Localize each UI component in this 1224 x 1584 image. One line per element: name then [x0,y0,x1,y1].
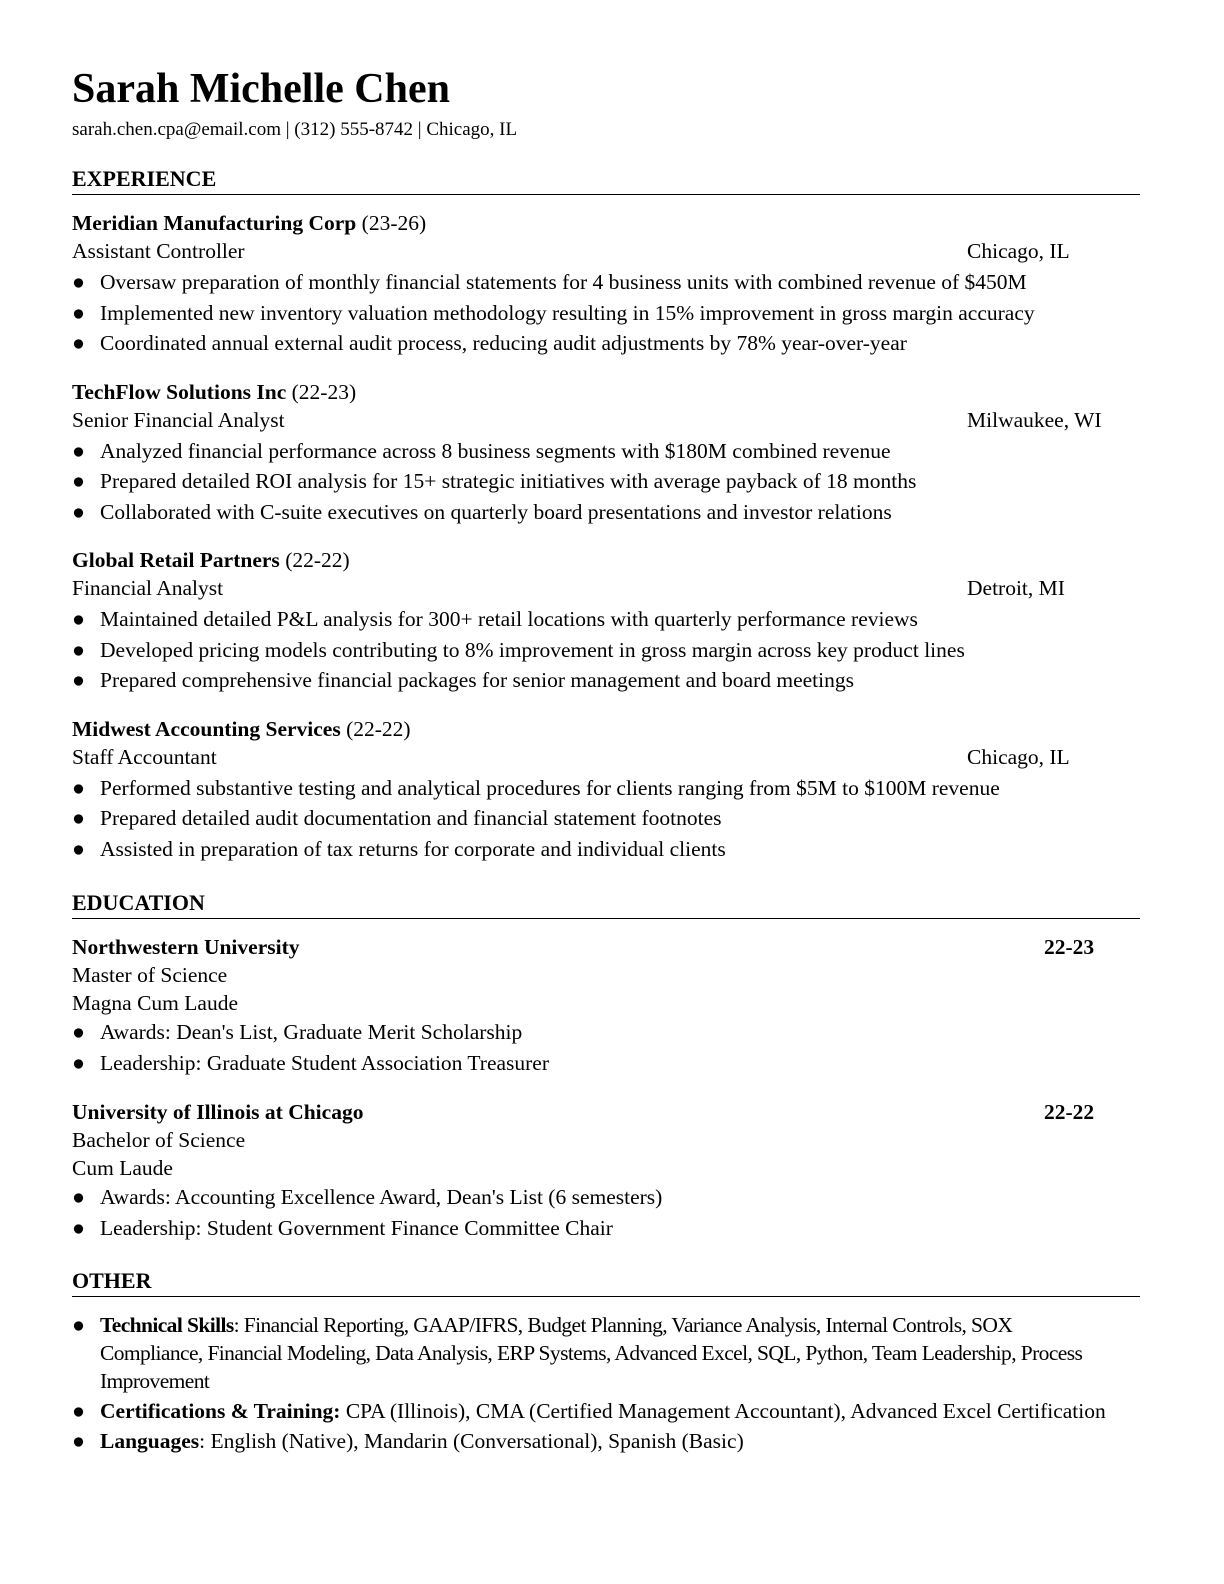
bullet-icon: ● [72,668,85,692]
bullet-item: ● Collaborated with C-suite executives on quarterly board presentations and investor relations [72,497,1140,528]
education-list [72,933,1140,1243]
bullet-item: ● Awards: Dean's List, Graduate Merit Scholarship [72,1017,1140,1048]
job-dates: (22-23) [291,379,357,404]
honors: Magna Cum Laude [72,991,238,1015]
school-header [72,1098,1140,1126]
bullet-item: ● Analyzed financial performance across 8 business segments with $180M combined revenue [72,436,1140,467]
bullet-icon: ● [72,1050,85,1075]
bullet-item: ● Awards: Accounting Excellence Award, Dean's List (6 semesters) [72,1182,1140,1213]
bullet-item: ● Developed pricing models contributing to 8% improvement in gross margin across key product lines [72,635,1140,666]
job-entry [72,378,1140,528]
bullet-icon: ● [72,1399,85,1423]
company-name: Midwest Accounting Services [72,716,341,741]
bullet-item: ● Leadership: Graduate Student Association Treasurer [72,1048,1140,1079]
school-name: Northwestern University [72,935,300,959]
company-name: Global Retail Partners [72,548,280,572]
school-entry [72,1098,1140,1243]
bullet-icon: ● [72,1020,85,1044]
job-title-row [72,574,1140,602]
other-item-languages: ● Languages: English (Native), Mandarin (Conversational), Spanish (Basic) [72,1429,744,1453]
company-name: Meridian Manufacturing Corp [72,211,357,235]
other-label: Technical Skills [100,1313,234,1337]
honors: Cum Laude [72,1156,173,1180]
school-dates: 22-23 [1044,935,1095,959]
bullet-icon: ● [72,499,85,524]
bullet-item: ● Leadership: Student Government Finance Committee Chair [72,1213,1140,1244]
job-header [72,546,1140,574]
bullet-icon: ● [72,806,85,830]
other-label: Certifications & Training: [100,1399,341,1423]
school-entry [72,933,1140,1078]
job-bullets [72,267,1140,359]
job-title: Senior Financial Analyst [72,407,285,432]
job-dates: (23-26) [361,211,427,235]
job-title-row [72,406,1140,434]
bullet-item: ● Performed substantive testing and analytical procedures for clients ranging from $5M to $100M revenue [72,773,1140,804]
other-heading: OTHER [72,1267,1140,1297]
bullet-icon: ● [72,331,85,355]
bullet-icon: ● [72,775,85,800]
bullet-item: ● Maintained detailed P&L analysis for 300+ retail locations with quarterly performance reviews [72,604,1140,635]
job-title-row [72,743,1140,771]
job-location: Chicago, IL [967,744,1070,769]
bullet-icon: ● [72,607,85,631]
job-entry [72,546,1140,696]
experience-list [72,209,1140,864]
degree: Bachelor of Science [72,1128,246,1152]
candidate-name: Sarah Michelle Chen [72,66,450,112]
bullet-icon: ● [72,469,85,493]
bullet-item: ● Assisted in preparation of tax returns for corporate and individual clients [72,834,1140,865]
bullet-icon: ● [72,1185,85,1209]
bullet-item: ● Coordinated annual external audit process, reducing audit adjustments by 78% year-over-year [72,328,1140,359]
experience-heading: EXPERIENCE [72,165,1140,195]
bullet-icon: ● [72,270,85,294]
job-header [72,378,1140,406]
degree: Master of Science [72,963,228,987]
other-text: Financial Reporting, GAAP/IFRS, Budget Planning, Variance Analysis, Internal Controls, SOX Compliance, Financial Modeling, Data Analysis, ERP Systems, Advanced Excel, SQL, Python, Team Leadership, Process Improvement [100,1313,1083,1393]
job-entry [72,715,1140,865]
job-title-row [72,237,1140,265]
bullet-icon: ● [72,300,85,325]
job-dates: (22-22) [285,548,350,572]
education-heading: EDUCATION [72,889,1140,919]
school-bullets [72,1182,1140,1243]
bullet-item: ● Implemented new inventory valuation methodology resulting in 15% improvement in gross margin accuracy [72,298,1140,329]
job-bullets [72,436,1140,528]
bullet-icon: ● [72,1215,85,1240]
job-title: Staff Accountant [72,744,217,769]
job-bullets [72,604,1140,696]
bullet-icon: ● [72,1429,85,1453]
other-label: Languages [100,1429,200,1453]
company-name: TechFlow Solutions Inc [72,379,287,404]
bullet-icon: ● [72,438,85,463]
job-bullets [72,773,1140,865]
other-text: English (Native), Mandarin (Conversational), Spanish (Basic) [210,1429,744,1453]
job-header [72,715,1140,743]
job-title: Financial Analyst [72,576,224,600]
other-list [72,1311,1140,1455]
job-location: Chicago, IL [967,239,1070,263]
job-header [72,209,1140,237]
bullet-icon: ● [72,1313,85,1337]
job-location: Milwaukee, WI [967,407,1102,432]
school-bullets [72,1017,1140,1078]
job-title: Assistant Controller [72,239,245,263]
job-dates: (22-22) [346,716,411,741]
job-entry [72,209,1140,359]
bullet-icon: ● [72,637,85,662]
other-item-certifications [72,1397,1110,1425]
contact-line: sarah.chen.cpa@email.com | (312) 555-8742 | Chicago, IL [72,119,518,140]
bullet-icon: ● [72,836,85,861]
school-dates: 22-22 [1044,1100,1095,1124]
school-name: University of Illinois at Chicago [72,1100,364,1124]
job-location: Detroit, MI [967,576,1065,600]
other-text: CPA (Illinois), CMA (Certified Management Accountant), Advanced Excel Certification [345,1399,1106,1423]
other-item-technical-skills: ● Technical Skills: Financial Reporting, GAAP/IFRS, Budget Planning, Variance Analysis, Internal Controls, SOX Compliance, Financial Modeling, Data Analysis, ERP Systems, Advanced Excel, SQL, Python, Team Leadership, Process Improvement [72,1313,1083,1393]
school-header [72,933,1140,961]
bullet-item: ● Prepared comprehensive financial packages for senior management and board meetings [72,665,1140,696]
bullet-item: ● Prepared detailed audit documentation and financial statement footnotes [72,803,1140,834]
bullet-item: ● Prepared detailed ROI analysis for 15+ strategic initiatives with average payback of 18 months [72,466,1140,497]
bullet-item: ● Oversaw preparation of monthly financial statements for 4 business units with combined revenue of $450M [72,267,1140,298]
